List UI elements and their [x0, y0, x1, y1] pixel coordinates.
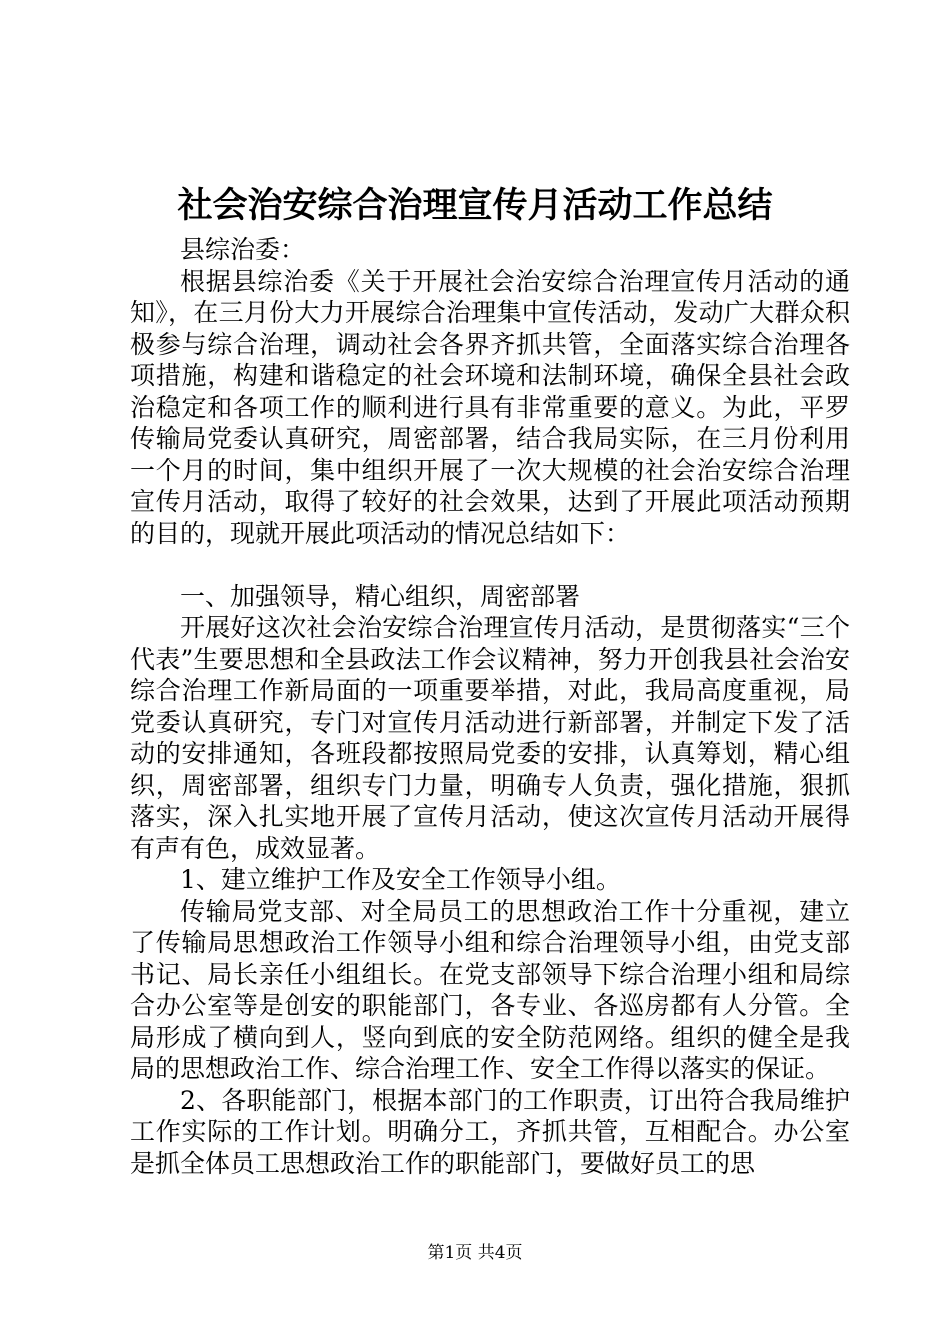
intro-paragraph: 根据县综治委《关于开展社会治安综合治理宣传月活动的通知》，在三月份大力开展综合治理集中宣传活动，发动广大群众积极参与综合治理，调动社会各界齐抓共管，全面落实综合治理各项措施，构建和谐稳定的社会环境和法制环境，确保全县社会政治稳定和各项工作的顺利进行具有非常重要的意义。为此，平罗传输局党委认真研究，周密部署，结合我局实际，在三月份利用一个月的时间，集中组织开展了一次大规模的社会治安综合治理宣传月活动，取得了较好的社会效果，达到了开展此项活动预期的目的，现就开展此项活动的情况总结如下：	[130, 266, 850, 548]
page-footer: 第1页 共4页	[427, 1243, 523, 1263]
document-body	[130, 234, 850, 1179]
section-1-heading: 一、加强领导，精心组织，周密部署	[180, 581, 581, 611]
document-title: 社会治安综合治理宣传月活动工作总结	[177, 185, 773, 226]
item-1-heading: 1、建立维护工作及安全工作领导小组。	[180, 865, 621, 894]
item-1-paragraph: 传输局党支部、对全局员工的思想政治工作十分重视，建立了传输局思想政治工作领导小组和综合治理领导小组，由党支部书记、局长亲任小组组长。在党支部领导下综合治理小组和局综合办公室等是创安的职能部门，各专业、各巡房都有人分管。全局形成了横向到人，竖向到底的安全防范网络。组织的健全是我局的思想政治工作、综合治理工作、安全工作得以落实的保证。	[130, 896, 850, 1083]
salutation: 县综治委：	[180, 235, 306, 264]
item-2-paragraph: 2、各职能部门，根据本部门的工作职责，订出符合我局维护工作实际的工作计划。明确分工，齐抓共管，互相配合。办公室是抓全体员工思想政治工作的职能部门，要做好员工的思	[130, 1085, 850, 1178]
section-1-paragraph: 开展好这次社会治安综合治理宣传月活动，是贯彻落实“三个代表”生要思想和全县政法工作会议精神，努力开创我县社会治安综合治理工作新局面的一项重要举措，对此，我局高度重视，局党委认真研究，专门对宣传月活动进行新部署，并制定下发了活动的安排通知，各班段都按照局党委的安排，认真筹划，精心组织，周密部署，组织专门力量，明确专人负责，强化措施，狠抓落实，深入扎实地开展了宣传月活动，使这次宣传月活动开展得有声有色，成效显著。	[130, 613, 850, 863]
